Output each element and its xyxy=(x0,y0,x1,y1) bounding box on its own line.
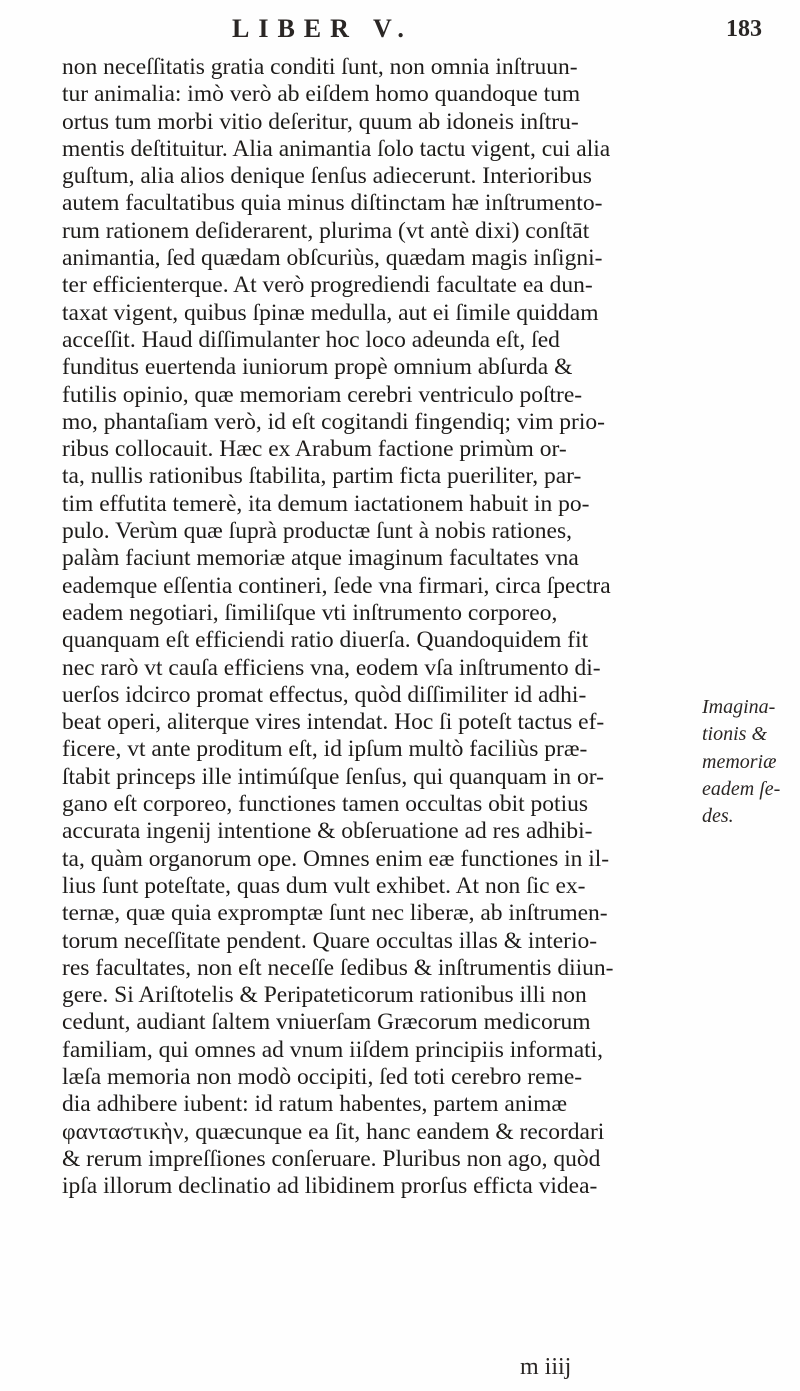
marginal-note-line: eadem ſe- xyxy=(702,777,781,800)
text-line: dia adhibere iubent: id ratum habentes, partem animæ xyxy=(62,1091,568,1118)
text-line: familiam, qui omnes ad vnum iiſdem principiis informati, xyxy=(62,1036,604,1063)
catchword: m iiij xyxy=(520,1354,572,1380)
text-line: φανταστικὴν, quæcunque ea ſit, hanc eandem & recordari xyxy=(62,1118,605,1145)
text-line: mo, phantaſiam verò, id eſt cogitandi fingendiq; vim prio- xyxy=(62,408,605,435)
text-line: gere. Si Ariſtotelis & Peripateticorum rationibus illi non xyxy=(62,982,587,1009)
page-number: 183 xyxy=(726,16,762,42)
text-line: tim effutita temerè, ita demum iactationem habuit in po- xyxy=(62,490,590,517)
text-line: quanquam eſt efficiendi ratio diuerſa. Quandoquidem fit xyxy=(62,627,589,654)
text-line: taxat vigent, quibus ſpinæ medulla, aut ei ſimile quiddam xyxy=(62,299,599,326)
text-line: accurata ingenij intentione & obſeruatione ad res adhibi- xyxy=(62,818,593,845)
text-line: funditus euertenda iuniorum propè omnium abſurda & xyxy=(62,354,573,381)
text-line: ficere, vt ante proditum eſt, id ipſum multò faciliùs præ- xyxy=(62,736,588,763)
text-line: ta, nullis rationibus ſtabilita, partim ficta pueriliter, par- xyxy=(62,463,582,490)
text-line: futilis opinio, quæ memoriam cerebri ventriculo poſtre- xyxy=(62,381,583,408)
text-line: ta, quàm organorum ope. Omnes enim eæ functiones in il- xyxy=(62,845,610,872)
text-line: beat operi, aliterque vires intendat. Hoc ſi poteſt tactus ef- xyxy=(62,709,605,736)
text-line: gano eſt corporeo, functiones tamen occultas obit potius xyxy=(62,791,588,818)
text-line: animantia, ſed quædam obſcuriùs, quædam magis inſigni- xyxy=(62,245,603,272)
text-line: ſtabit princeps ille intimúſque ſenſus, qui quanquam in or- xyxy=(62,763,604,790)
text-line: tur animalia: imò verò ab eiſdem homo quandoque tum xyxy=(62,81,581,108)
marginal-note-line: memoriæ xyxy=(702,750,777,773)
text-line: rum rationem deſiderarent, plurima (vt antè dixi) conſtāt xyxy=(62,217,590,244)
marginal-note-line: des. xyxy=(702,805,734,828)
text-line: non neceſſitatis gratia conditi ſunt, non omnia inſtruun- xyxy=(62,54,578,80)
page-header xyxy=(200,14,780,54)
text-line: res facultates, non eſt neceſſe ſedibus & inſtrumentis diiun- xyxy=(62,954,614,981)
text-line: ternæ, quæ quia expromptæ ſunt nec liberæ, ab inſtrumen- xyxy=(62,900,608,927)
main-text-block xyxy=(62,54,702,1200)
text-line: pulo. Verùm quæ ſuprà productæ ſunt à nobis rationes, xyxy=(62,518,572,545)
marginal-note xyxy=(702,694,798,830)
text-line: ortus tum morbi vitio deſeritur, quum ab idoneis inſtru- xyxy=(62,108,579,135)
text-line: autem facultatibus quia minus diſtinctam hæ inſtrumento- xyxy=(62,190,603,217)
running-title: LIBER V. xyxy=(232,14,413,43)
text-line: acceſſit. Haud diſſimulanter hoc loco adeunda eſt, ſed xyxy=(62,326,560,353)
marginal-note-line: Imagina- xyxy=(702,696,776,718)
text-line: palàm faciunt memoriæ atque imaginum facultates vna xyxy=(62,545,579,572)
text-line: eademque eſſentia contineri, ſede vna firmari, circa ſpectra xyxy=(62,572,611,599)
text-line: cedunt, audiant ſaltem vniuerſam Græcorum medicorum xyxy=(62,1009,591,1036)
text-line: ipſa illorum declinatio ad libidinem prorſus efficta videa- xyxy=(62,1173,598,1200)
text-line: nec rarò vt cauſa efficiens vna, eodem vſa inſtrumento di- xyxy=(62,654,601,681)
text-line: & rerum impreſſiones conſeruare. Pluribus non ago, quòd xyxy=(62,1145,601,1172)
text-line: lius ſunt poteſtate, quas dum vult exhibet. At non ſic ex- xyxy=(62,872,586,899)
text-line: ter efficienterque. At verò progrediendi facultate ea dun- xyxy=(62,272,593,299)
marginal-note-line: tionis & xyxy=(702,723,768,746)
text-line: læſa memoria non modò occipiti, ſed toti cerebro reme- xyxy=(62,1063,583,1090)
text-line: ribus collocauit. Hæc ex Arabum factione primùm or- xyxy=(62,436,567,463)
text-line: mentis deſtituitur. Alia animantia ſolo tactu vigent, cui alia xyxy=(62,135,611,162)
text-line: guſtum, alia alios denique ſenſus adiecerunt. Interioribus xyxy=(62,163,592,190)
text-line: uerſos idcirco promat effectus, quòd diſſimiliter id adhi- xyxy=(62,681,587,708)
text-line: torum neceſſitate pendent. Quare occultas illas & interio- xyxy=(62,927,598,954)
text-line: eadem negotiari, ſimiliſque vti inſtrumento corporeo, xyxy=(62,599,558,626)
